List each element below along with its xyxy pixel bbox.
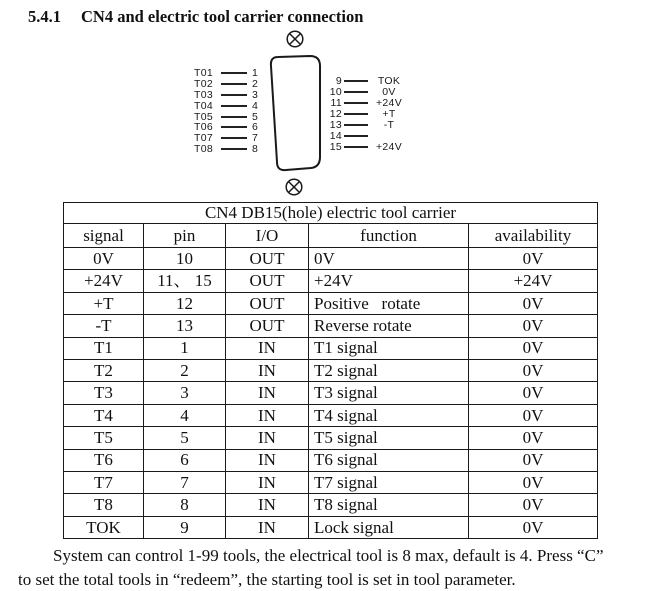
cell-availability: 0V	[469, 449, 598, 471]
column-header-function: function	[309, 224, 469, 248]
pin-row	[327, 130, 437, 141]
cell-availability: 0V	[469, 359, 598, 381]
pin-number: 13	[329, 118, 342, 131]
section-number: 5.4.1	[28, 7, 61, 26]
table-row	[64, 270, 598, 292]
table-row	[64, 315, 598, 337]
pin-signal-label: 0V	[382, 85, 396, 98]
pin-signal-label: T08	[194, 142, 213, 155]
column-header-io: I/O	[226, 224, 309, 248]
pin-row	[194, 68, 264, 79]
pin-row	[194, 122, 264, 133]
cell-io: IN	[226, 449, 309, 471]
pin-signal-label: -T	[383, 118, 395, 131]
wire-line	[344, 113, 368, 115]
pin-signal-label: TOK	[377, 74, 401, 87]
table-row	[64, 471, 598, 493]
cell-function: 0V	[309, 248, 469, 270]
wire-line	[344, 135, 368, 137]
db15-connector-body	[268, 54, 324, 174]
cell-signal: 0V	[64, 248, 144, 270]
table-row	[64, 516, 598, 538]
cell-pin: 11、 15	[144, 270, 226, 292]
wire-line	[344, 91, 368, 93]
pin-number: 8	[252, 142, 259, 155]
cell-io: OUT	[226, 270, 309, 292]
pin-row	[327, 119, 437, 130]
cell-pin: 1	[144, 337, 226, 359]
pin-signal-label: T01	[194, 67, 213, 80]
cell-pin: 9	[144, 516, 226, 538]
wire-line	[344, 146, 368, 148]
pin-number: 9	[335, 74, 342, 87]
cell-pin: 7	[144, 471, 226, 493]
pin-signal-label: T03	[194, 89, 213, 101]
cell-signal: T8	[64, 494, 144, 516]
cell-function: T2 signal	[309, 359, 469, 381]
cell-availability: 0V	[469, 382, 598, 404]
cell-function: T7 signal	[309, 471, 469, 493]
cell-io: OUT	[226, 315, 309, 337]
pin-number: 12	[329, 107, 342, 120]
left-pin-list	[194, 68, 264, 154]
pin-number: 14	[329, 129, 342, 142]
pin-row	[194, 144, 264, 155]
pin-signal-label: T04	[194, 99, 213, 112]
wire-line	[221, 72, 247, 74]
section-title: CN4 and electric tool carrier connection	[81, 7, 364, 26]
table-row	[64, 292, 598, 314]
cell-function: T3 signal	[309, 382, 469, 404]
wire-line	[221, 94, 247, 96]
cell-io: IN	[226, 337, 309, 359]
cell-function: +24V	[309, 270, 469, 292]
cell-signal: T4	[64, 404, 144, 426]
pin-signal-label: T06	[194, 121, 213, 134]
cell-function: T5 signal	[309, 427, 469, 449]
cell-function: T1 signal	[309, 337, 469, 359]
cell-pin: 8	[144, 494, 226, 516]
cn4-pin-table	[63, 202, 598, 539]
cell-io: OUT	[226, 248, 309, 270]
screw-icon-top	[286, 30, 304, 48]
pin-number: 5	[252, 110, 259, 123]
cell-pin: 2	[144, 359, 226, 381]
pin-row	[327, 75, 437, 86]
pin-signal-label: T07	[194, 132, 213, 145]
cell-pin: 13	[144, 315, 226, 337]
wire-line	[221, 116, 247, 118]
cell-signal: T7	[64, 471, 144, 493]
cell-pin: 12	[144, 292, 226, 314]
pin-number: 2	[252, 78, 259, 91]
cell-io: IN	[226, 359, 309, 381]
pin-number: 4	[252, 99, 259, 112]
cell-signal: T6	[64, 449, 144, 471]
footer-line-1: System can control 1-99 tools, the electrical tool is 8 max, default is 4. Press “C”	[53, 546, 604, 565]
footer-paragraph	[18, 544, 668, 591]
cell-availability: 0V	[469, 516, 598, 538]
table-row	[64, 337, 598, 359]
cell-function: T8 signal	[309, 494, 469, 516]
right-pin-list	[327, 75, 437, 152]
cell-availability: 0V	[469, 494, 598, 516]
cell-availability: 0V	[469, 337, 598, 359]
cell-signal: -T	[64, 315, 144, 337]
cell-availability: +24V	[469, 270, 598, 292]
pin-number: 3	[252, 89, 259, 101]
cell-signal: T1	[64, 337, 144, 359]
cell-signal: T2	[64, 359, 144, 381]
column-header-availability: availability	[469, 224, 598, 248]
cell-io: IN	[226, 516, 309, 538]
pin-signal-label: +24V	[375, 140, 402, 153]
cell-io: IN	[226, 494, 309, 516]
wire-line	[344, 80, 368, 82]
pin-number: 1	[252, 67, 259, 80]
pin-row	[327, 97, 437, 108]
cell-io: OUT	[226, 292, 309, 314]
wire-line	[221, 126, 247, 128]
table-header-row	[64, 224, 598, 248]
cell-availability: 0V	[469, 248, 598, 270]
table-title: CN4 DB15(hole) electric tool carrier	[64, 203, 598, 224]
pin-number: 6	[252, 121, 259, 134]
cell-pin: 5	[144, 427, 226, 449]
table-row	[64, 248, 598, 270]
pin-number: 15	[329, 140, 342, 153]
cell-availability: 0V	[469, 427, 598, 449]
cell-signal: T5	[64, 427, 144, 449]
pin-row	[327, 108, 437, 119]
cell-availability: 0V	[469, 315, 598, 337]
pin-signal-label: T05	[194, 110, 213, 123]
pin-row	[194, 79, 264, 90]
table-row	[64, 494, 598, 516]
cell-signal: T3	[64, 382, 144, 404]
table-row	[64, 359, 598, 381]
pin-row	[327, 86, 437, 97]
pin-number: 10	[329, 85, 342, 98]
pin-row	[194, 133, 264, 144]
cell-io: IN	[226, 471, 309, 493]
cell-signal: TOK	[64, 516, 144, 538]
wire-line	[344, 102, 368, 104]
cell-function: Lock signal	[309, 516, 469, 538]
pin-row	[327, 141, 437, 152]
table-row	[64, 404, 598, 426]
cell-function: T6 signal	[309, 449, 469, 471]
cell-availability: 0V	[469, 471, 598, 493]
connector-diagram	[0, 0, 671, 200]
cell-function: T4 signal	[309, 404, 469, 426]
pin-number: 7	[252, 132, 259, 145]
cell-signal: +T	[64, 292, 144, 314]
wire-line	[344, 124, 368, 126]
table-row	[64, 427, 598, 449]
cell-io: IN	[226, 382, 309, 404]
wire-line	[221, 105, 247, 107]
screw-icon-bottom	[285, 178, 303, 196]
table-title-row	[64, 203, 598, 224]
column-header-pin: pin	[144, 224, 226, 248]
footer-line-2: to set the total tools in “redeem”, the starting tool is set in tool parameter.	[18, 570, 516, 589]
pin-row	[194, 111, 264, 122]
pin-number: 11	[330, 96, 342, 109]
table-row	[64, 449, 598, 471]
pin-signal-label: +24V	[375, 96, 402, 109]
cell-pin: 3	[144, 382, 226, 404]
cell-availability: 0V	[469, 292, 598, 314]
wire-line	[221, 137, 247, 139]
cell-pin: 4	[144, 404, 226, 426]
cell-function: Positive rotate	[309, 292, 469, 314]
pin-signal-label: +T	[382, 107, 396, 120]
cell-pin: 6	[144, 449, 226, 471]
cell-io: IN	[226, 427, 309, 449]
cell-io: IN	[226, 404, 309, 426]
cell-availability: 0V	[469, 404, 598, 426]
pin-row	[194, 90, 264, 101]
table-row	[64, 382, 598, 404]
cell-function: Reverse rotate	[309, 315, 469, 337]
pin-row	[194, 100, 264, 111]
wire-line	[221, 83, 247, 85]
column-header-signal: signal	[64, 224, 144, 248]
cell-signal: +24V	[64, 270, 144, 292]
wire-line	[221, 148, 247, 150]
pin-signal-label: T02	[194, 78, 213, 91]
cell-pin: 10	[144, 248, 226, 270]
